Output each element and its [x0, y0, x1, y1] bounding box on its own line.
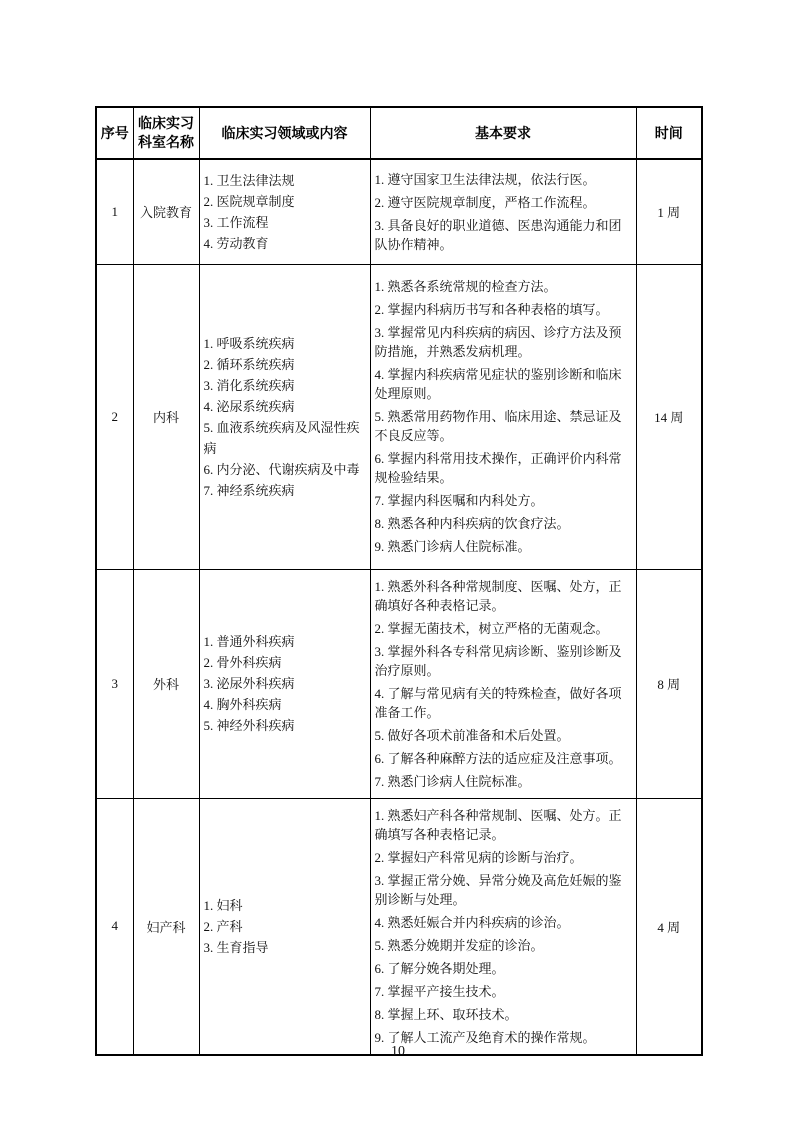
list-item: 3. 消化系统疾病 [203, 377, 295, 393]
list-item: 3. 掌握外科各专科常见病诊断、鉴别诊断及治疗原则。 [374, 643, 622, 678]
col-header-requirements: 基本要求 [370, 107, 636, 159]
list-item: 4. 胸外科疾病 [203, 697, 282, 712]
cell-requirements-list [370, 569, 636, 798]
cell-duration: 14 周 [636, 264, 702, 569]
list-item: 1. 呼吸系统疾病 [203, 335, 295, 351]
cell-index: 4 [96, 798, 133, 1055]
list-item: 3. 生育指导 [203, 939, 269, 955]
list-item: 7. 神经系统疾病 [203, 482, 295, 498]
list-item: 1. 熟悉外科各种常规制度、医嘱、处方，正确填好各种表格记录。 [374, 578, 622, 613]
list-item: 4. 掌握内科疾病常见症状的鉴别诊断和临床处理原则。 [374, 367, 622, 401]
cell-requirements-list [370, 159, 636, 264]
list-item: 5. 血液系统疾病及风湿性疾病 [203, 419, 360, 456]
col-header-department: 临床实习科室名称 [133, 107, 199, 159]
cell-content-list [199, 569, 370, 798]
list-item: 1. 熟悉各系统常规的检查方法。 [374, 279, 557, 294]
cell-department: 入院教育 [133, 159, 199, 264]
list-item: 4. 熟悉妊娠合并内科疾病的诊治。 [374, 914, 570, 930]
cell-index: 3 [96, 569, 133, 798]
cell-department: 妇产科 [133, 798, 199, 1055]
cell-duration: 8 周 [636, 569, 702, 798]
list-item: 5. 神经外科疾病 [203, 718, 295, 733]
col-header-index: 序号 [96, 107, 133, 159]
list-item: 2. 掌握内科病历书写和各种表格的填写。 [374, 302, 609, 317]
list-item: 9. 熟悉门诊病人住院标准。 [374, 539, 531, 554]
list-item: 6. 掌握内科常用技术操作，正确评价内科常规检验结果。 [374, 451, 622, 485]
list-item: 2. 产科 [203, 918, 243, 934]
list-item: 1. 卫生法律法规 [203, 172, 295, 188]
list-item: 3. 泌尿外科疾病 [203, 676, 295, 691]
table-row [96, 159, 702, 264]
cell-department: 外科 [133, 569, 199, 798]
table-row [96, 569, 702, 798]
list-item: 1. 遵守国家卫生法律法规，依法行医。 [374, 171, 596, 187]
cell-content-list [199, 798, 370, 1055]
cell-duration: 4 周 [636, 798, 702, 1055]
list-item: 2. 循环系统疾病 [203, 356, 295, 372]
list-item: 3. 掌握正常分娩、异常分娩及高危妊娠的鉴别诊断与处理。 [374, 872, 622, 907]
col-header-duration: 时间 [636, 107, 702, 159]
list-item: 3. 掌握常见内科疾病的病因、诊疗方法及预防措施，并熟悉发病机理。 [374, 325, 622, 359]
list-item: 5. 做好各项术前准备和术后处置。 [374, 727, 570, 743]
list-item: 8. 掌握上环、取环技术。 [374, 1006, 518, 1022]
cell-content-list [199, 159, 370, 264]
list-item: 4. 泌尿系统疾病 [203, 398, 295, 414]
cell-index: 1 [96, 159, 133, 264]
table-row [96, 264, 702, 569]
list-item: 4. 劳动教育 [203, 235, 269, 251]
table-header-row [96, 107, 702, 159]
list-item: 5. 熟悉分娩期并发症的诊治。 [374, 937, 544, 953]
cell-duration: 1 周 [636, 159, 702, 264]
list-item: 5. 熟悉常用药物作用、临床用途、禁忌证及不良反应等。 [374, 409, 622, 443]
list-item: 2. 掌握无菌技术，树立严格的无菌观念。 [374, 620, 609, 636]
page-number: 10 [391, 1044, 405, 1059]
list-item: 6. 内分泌、代谢疾病及中毒 [203, 461, 360, 477]
cell-index: 2 [96, 264, 133, 569]
list-item: 2. 掌握妇产科常见病的诊断与治疗。 [374, 849, 583, 865]
cell-requirements-list [370, 798, 636, 1055]
col-header-content: 临床实习领域或内容 [199, 107, 370, 159]
list-item: 9. 了解人工流产及绝育术的操作常规。 [374, 1029, 596, 1045]
cell-requirements-list [370, 264, 636, 569]
table-row [96, 798, 702, 1055]
list-item: 2. 医院规章制度 [203, 193, 295, 209]
internship-schedule-table [95, 106, 703, 1056]
list-item: 7. 熟悉门诊病人住院标准。 [374, 773, 531, 789]
list-item: 1. 熟悉妇产科各种常规制、医嘱、处方。正确填写各种表格记录。 [374, 807, 622, 842]
list-item: 1. 妇科 [203, 897, 243, 913]
list-item: 8. 熟悉各种内科疾病的饮食疗法。 [374, 516, 570, 531]
cell-content-list [199, 264, 370, 569]
list-item: 2. 骨外科疾病 [203, 655, 282, 670]
list-item: 1. 普通外科疾病 [203, 634, 295, 649]
list-item: 7. 掌握平产接生技术。 [374, 983, 505, 999]
list-item: 4. 了解与常见病有关的特殊检查，做好各项准备工作。 [374, 685, 622, 720]
list-item: 7. 掌握内科医嘱和内科处方。 [374, 493, 544, 508]
list-item: 6. 了解各种麻醉方法的适应症及注意事项。 [374, 750, 622, 766]
cell-department: 内科 [133, 264, 199, 569]
list-item: 2. 遵守医院规章制度，严格工作流程。 [374, 194, 596, 210]
list-item: 3. 工作流程 [203, 214, 269, 230]
list-item: 3. 具备良好的职业道德、医患沟通能力和团队协作精神。 [374, 217, 622, 252]
list-item: 6. 了解分娩各期处理。 [374, 960, 505, 976]
